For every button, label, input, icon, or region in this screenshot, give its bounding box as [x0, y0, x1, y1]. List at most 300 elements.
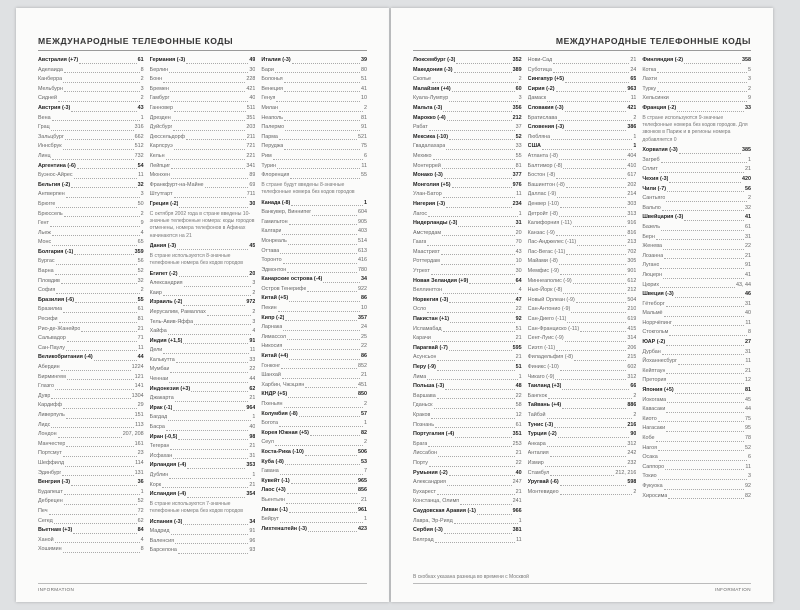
- entry-name: Турку: [642, 85, 657, 92]
- dialing-note: В стране будут введены 8-значные телефонные номера без кодов городов: [261, 181, 355, 196]
- dot-leader: [658, 421, 744, 422]
- dot-leader: [64, 72, 140, 73]
- dot-leader: [677, 111, 744, 112]
- entry-name: Вьетнам (+3): [38, 527, 73, 534]
- entry-name: Китай (+5): [261, 295, 289, 302]
- dial-code: 141: [134, 383, 144, 390]
- dial-code: 11: [630, 95, 637, 102]
- city-entry: [261, 333, 367, 343]
- dial-code: 210: [627, 306, 637, 313]
- dial-code: 33: [745, 104, 752, 111]
- dial-code: 852: [358, 362, 368, 369]
- city-entry: [150, 481, 256, 491]
- entry-name: Дувр: [38, 392, 51, 399]
- entry-name: Куба (-8): [261, 458, 284, 465]
- dot-leader: [284, 82, 360, 83]
- country-entry: [413, 104, 522, 114]
- city-entry: [642, 242, 751, 252]
- dial-code: 81: [745, 387, 752, 394]
- dial-code: 3: [140, 191, 144, 198]
- dot-leader: [187, 468, 245, 469]
- entry-name: Лимассол: [261, 333, 287, 340]
- country-entry: [413, 507, 522, 517]
- dot-leader: [442, 235, 515, 236]
- dial-code: 70: [515, 239, 522, 246]
- entry-name: Мюнхен: [149, 172, 170, 179]
- country-entry: [150, 200, 256, 210]
- dot-leader: [434, 408, 515, 409]
- dial-code: 36: [137, 479, 144, 486]
- dial-code: 30: [249, 66, 256, 73]
- dot-leader: [433, 159, 515, 160]
- entry-name: Александрия: [149, 280, 183, 287]
- dot-leader: [312, 215, 357, 216]
- city-entry: [38, 536, 144, 546]
- entry-name: Стокгольм: [642, 329, 669, 336]
- country-entry: [413, 133, 522, 143]
- dial-code: 207, 208: [122, 431, 144, 438]
- dot-leader: [550, 456, 627, 457]
- dial-code: 44: [745, 406, 752, 413]
- dot-leader: [275, 72, 360, 73]
- city-entry: [642, 66, 751, 76]
- dial-code: 39: [361, 57, 368, 63]
- dial-code: 22: [515, 306, 522, 313]
- dial-code: 11: [745, 358, 752, 365]
- dot-leader: [283, 263, 357, 264]
- entry-name: Бангкок: [527, 392, 547, 399]
- city-entry: [642, 223, 751, 233]
- dot-leader: [555, 379, 626, 380]
- dot-leader: [666, 201, 747, 202]
- dot-leader: [668, 498, 744, 499]
- entry-name: Гданьск: [413, 402, 433, 409]
- entry-name: Претория: [642, 377, 667, 384]
- entry-name: Измир: [527, 459, 544, 466]
- dial-code: 31: [745, 233, 752, 240]
- dial-code: 2: [140, 210, 144, 217]
- dot-leader: [61, 370, 131, 371]
- entry-name: Скопье: [413, 76, 432, 83]
- dot-leader: [175, 543, 248, 544]
- dial-code: 89: [249, 172, 256, 179]
- dial-code: 21: [361, 372, 368, 379]
- entry-name: Флоренция: [261, 172, 290, 179]
- city-entry: [261, 304, 367, 314]
- dial-code: 91: [361, 124, 368, 131]
- entry-name: Испания (-3): [149, 518, 183, 525]
- dot-leader: [574, 360, 626, 361]
- city-entry: [38, 238, 144, 248]
- city-entry: [150, 289, 256, 299]
- dot-leader: [454, 72, 512, 73]
- dial-code: 732: [134, 152, 144, 159]
- country-entry: [150, 490, 256, 500]
- country-entry: [38, 353, 144, 363]
- dial-code: 51: [515, 325, 522, 332]
- dot-leader: [305, 455, 357, 456]
- dial-code: 43: [515, 248, 522, 255]
- city-entry: [38, 440, 144, 450]
- dot-leader: [171, 168, 245, 169]
- dial-code: 40: [249, 424, 256, 431]
- city-entry: [261, 515, 367, 525]
- entry-name: Франкфурт-на-Майне: [149, 181, 204, 188]
- dial-code: 351: [512, 431, 522, 438]
- city-entry: [38, 373, 144, 383]
- dial-code: 1: [364, 199, 368, 206]
- dial-code: 44: [137, 354, 144, 361]
- country-entry: [413, 85, 522, 95]
- city-entry: [150, 375, 256, 385]
- entry-name: Монако (-3): [413, 172, 443, 179]
- dial-code: 613: [358, 247, 368, 254]
- city-entry: [261, 266, 367, 276]
- entry-name: Барселона: [149, 547, 177, 554]
- dot-leader: [52, 245, 136, 246]
- dial-code: 213: [627, 239, 637, 246]
- city-entry: [413, 190, 522, 200]
- city-entry: [413, 152, 522, 162]
- entry-name: Будапешт: [38, 488, 63, 495]
- dot-leader: [307, 291, 357, 292]
- dot-leader: [52, 159, 134, 160]
- entry-name: Индия (+1,5): [149, 337, 183, 344]
- dial-code: 52: [515, 133, 522, 140]
- city-entry: [261, 247, 367, 257]
- city-entry: [642, 156, 751, 166]
- city-entry: [150, 318, 256, 328]
- city-entry: [38, 75, 144, 85]
- dot-leader: [186, 63, 248, 64]
- dial-code: 6: [364, 152, 368, 159]
- entry-name: Абердин: [38, 364, 60, 370]
- dial-code: 1: [633, 143, 637, 150]
- entry-name: Бари: [261, 66, 274, 73]
- dot-leader: [281, 368, 357, 369]
- entry-name: Нигерия (-3): [413, 200, 446, 207]
- dot-leader: [666, 373, 744, 374]
- entry-name: Египет (-2): [149, 270, 178, 277]
- dot-leader: [66, 197, 140, 198]
- entry-name: Дания (-3): [149, 243, 177, 250]
- city-entry: [642, 281, 751, 291]
- city-entry: [38, 401, 144, 411]
- country-entry: [150, 518, 256, 528]
- entry-name: Анталия: [527, 450, 549, 457]
- dial-code: 619: [627, 316, 637, 323]
- city-entry: [413, 305, 522, 315]
- dot-leader: [449, 350, 512, 351]
- entry-name: Краков: [413, 411, 431, 418]
- city-entry: [150, 471, 256, 481]
- entry-name: Ирландия (-4): [149, 462, 187, 469]
- city-entry: [261, 152, 367, 162]
- dial-code: 8: [140, 66, 144, 73]
- entry-name: Исландия (-4): [149, 491, 186, 498]
- entry-name: Парма: [261, 133, 278, 140]
- city-entry: [413, 421, 522, 431]
- dial-code: 61: [137, 57, 144, 63]
- city-entry: [642, 233, 751, 243]
- city-entry: [150, 152, 256, 162]
- country-entry: [642, 386, 751, 396]
- dial-code: 21: [249, 443, 256, 450]
- dial-code: 1: [748, 156, 752, 163]
- city-entry: [413, 459, 522, 469]
- dot-leader: [547, 101, 630, 102]
- dot-leader: [288, 397, 357, 398]
- dial-code: 234: [512, 200, 522, 207]
- footer-note: В скобках указана разница во времени с Москвой: [413, 574, 529, 580]
- dot-leader: [684, 63, 741, 64]
- dial-code: 65: [630, 76, 637, 83]
- city-entry: [261, 66, 367, 76]
- entry-name: Сидней: [38, 95, 58, 102]
- dial-code: 312: [627, 373, 637, 380]
- dot-leader: [441, 264, 515, 265]
- dial-code: 850: [358, 391, 368, 398]
- dial-code: 211: [246, 133, 256, 140]
- city-entry: [642, 252, 751, 262]
- dot-leader: [162, 487, 248, 488]
- entry-name: Глазго: [38, 383, 55, 390]
- entry-name: Джакарта: [149, 395, 174, 402]
- entry-name: Осло: [413, 306, 427, 313]
- dial-code: 598: [627, 479, 637, 486]
- country-entry: [528, 104, 637, 114]
- dial-code: 312: [627, 440, 637, 447]
- entry-name: Денвер (-10): [527, 200, 559, 207]
- city-entry: [150, 123, 256, 133]
- dot-leader: [550, 475, 614, 476]
- city-entry: [528, 373, 637, 383]
- code-column: [150, 56, 256, 576]
- dot-leader: [661, 230, 744, 231]
- entry-name: Лаос (+3): [261, 487, 286, 494]
- entry-name: Венеция: [261, 85, 283, 92]
- dial-code: 341: [246, 162, 256, 169]
- dial-code: 905: [358, 218, 368, 225]
- dot-leader: [169, 72, 248, 73]
- dot-leader: [438, 456, 515, 457]
- dot-leader: [168, 420, 251, 421]
- dot-leader: [283, 349, 360, 350]
- dot-leader: [563, 168, 626, 169]
- city-entry: [38, 286, 144, 296]
- dial-code: 1224: [131, 364, 144, 370]
- city-entry: [38, 421, 144, 431]
- dial-code: 54: [137, 162, 144, 169]
- country-entry: [261, 294, 367, 304]
- country-entry: [413, 296, 522, 306]
- dot-leader: [667, 383, 744, 384]
- dial-code: 81: [137, 316, 144, 323]
- title-divider: [38, 50, 367, 51]
- entry-name: Неаполь: [261, 114, 283, 121]
- dot-leader: [174, 149, 246, 150]
- entry-name: Исламабад: [413, 325, 442, 332]
- page-title: МЕЖДУНАРОДНЫЕ ТЕЛЕФОННЫЕ КОДЫ: [38, 36, 234, 46]
- dot-leader: [51, 130, 134, 131]
- city-entry: [642, 492, 751, 502]
- dot-leader: [71, 111, 136, 112]
- city-entry: [261, 133, 367, 143]
- entry-name: Пхеньян: [261, 401, 283, 407]
- dot-leader: [547, 418, 633, 419]
- code-column: [413, 56, 522, 576]
- city-entry: [413, 229, 522, 239]
- entry-name: Норвегия (-3): [413, 296, 449, 303]
- dot-leader: [67, 341, 137, 342]
- dial-code: 423: [358, 525, 368, 532]
- city-entry: [38, 507, 144, 517]
- dot-leader: [56, 264, 137, 265]
- city-entry: [413, 517, 522, 527]
- entry-name: Ванкувер, Виннипег: [261, 209, 312, 216]
- dot-leader: [175, 401, 249, 402]
- country-entry: [150, 56, 256, 66]
- entry-name: Лидс: [38, 421, 51, 428]
- dial-code: 2: [633, 488, 637, 495]
- dial-code: 316: [134, 124, 144, 131]
- dial-code: 21: [745, 252, 752, 259]
- city-entry: [642, 204, 751, 214]
- dot-leader: [557, 197, 626, 198]
- entry-name: Хиросима: [642, 492, 668, 499]
- dial-code: 1304: [131, 392, 144, 399]
- code-column: [642, 56, 751, 576]
- city-entry: [528, 469, 637, 479]
- dial-code: 20: [249, 270, 256, 277]
- entry-name: Лихтенштейн (-3): [261, 525, 307, 532]
- entry-name: Штутгарт: [149, 191, 173, 198]
- dial-code: 57: [361, 410, 368, 417]
- dot-leader: [63, 552, 140, 553]
- dial-code: 12: [515, 411, 522, 418]
- dot-leader: [675, 393, 744, 394]
- dial-code: 415: [627, 325, 637, 332]
- entry-name: Словакия (-3): [527, 104, 564, 111]
- entry-name: Иерусалим, Рамаллах: [149, 308, 206, 315]
- entry-name: Миннеаполис (-9): [527, 277, 572, 284]
- city-entry: [261, 342, 367, 352]
- dial-code: 8: [140, 546, 144, 553]
- entry-name: Загреб: [642, 156, 660, 163]
- dial-code: 702: [627, 248, 637, 255]
- dot-leader: [432, 341, 515, 342]
- entry-name: Хошимин: [38, 546, 62, 553]
- entry-name: Лас-Вегас (-11): [527, 248, 566, 255]
- dot-leader: [171, 534, 249, 535]
- dot-leader: [660, 287, 735, 288]
- country-entry: [642, 56, 751, 66]
- dial-code: 41: [745, 214, 752, 221]
- dot-leader: [659, 460, 747, 461]
- city-entry: [150, 413, 256, 423]
- dot-leader: [66, 446, 133, 447]
- dial-code: 816: [627, 229, 637, 236]
- city-entry: [413, 286, 522, 296]
- entry-name: Турция (-2): [527, 431, 557, 438]
- city-entry: [413, 449, 522, 459]
- city-entry: [38, 497, 144, 507]
- entry-name: Грац: [38, 124, 50, 131]
- dot-leader: [545, 466, 627, 467]
- dial-code: 21: [361, 496, 368, 503]
- dial-code: 40: [745, 310, 752, 317]
- city-entry: [528, 449, 637, 459]
- entry-name: Лагос: [413, 210, 428, 217]
- dot-leader: [63, 312, 137, 313]
- city-entry: [528, 210, 637, 220]
- dot-leader: [662, 210, 744, 211]
- entry-name: Дамаск: [527, 95, 547, 102]
- dial-code: 62: [249, 385, 256, 392]
- entry-name: Любляна: [527, 133, 551, 140]
- city-entry: [38, 94, 144, 104]
- dial-code: 121: [134, 373, 144, 380]
- dial-code: 55: [137, 296, 144, 303]
- country-entry: [261, 477, 367, 487]
- dial-code: 21: [249, 395, 256, 402]
- city-entry: [150, 94, 256, 104]
- dial-code: 359: [134, 248, 144, 255]
- city-entry: [261, 419, 367, 429]
- country-entry: [261, 486, 367, 496]
- right-page: [391, 8, 773, 602]
- dial-code: 21: [745, 367, 752, 374]
- city-entry: [38, 459, 144, 469]
- entry-name: Аделаида: [38, 66, 63, 73]
- entry-name: Корея Южная (+5): [261, 429, 309, 436]
- entry-name: Мельбурн: [38, 85, 63, 92]
- entry-name: Хельсинки: [642, 95, 669, 102]
- entry-name: Словения (-3): [527, 124, 565, 131]
- entry-name: Бразилия (-6): [38, 296, 74, 303]
- city-entry: [38, 545, 144, 555]
- dial-code: 48: [515, 383, 522, 390]
- dial-code: 78: [745, 435, 752, 441]
- dial-code: 2: [140, 76, 144, 83]
- city-entry: [38, 200, 144, 210]
- city-entry: [413, 334, 522, 344]
- dot-leader: [285, 320, 357, 321]
- entry-name: Багдад: [149, 414, 168, 421]
- dot-leader: [449, 302, 514, 303]
- dot-leader: [73, 533, 136, 534]
- entry-name: Гент: [38, 220, 50, 227]
- entry-name: Асунсьон: [413, 354, 437, 361]
- dial-code: 40: [515, 469, 522, 476]
- dot-leader: [299, 416, 360, 417]
- city-entry: [261, 381, 367, 391]
- entry-name: Чехия (-3): [642, 175, 669, 182]
- entry-name: Харбин, Чжэцзян: [261, 381, 305, 388]
- dot-leader: [460, 504, 511, 505]
- dot-leader: [170, 449, 248, 450]
- dial-code: 11: [745, 319, 752, 326]
- dot-leader: [63, 456, 137, 457]
- dot-leader: [64, 504, 137, 505]
- dial-code: 504: [627, 296, 637, 303]
- dot-leader: [170, 91, 245, 92]
- city-entry: [413, 478, 522, 488]
- dot-leader: [283, 330, 360, 331]
- city-entry: [38, 430, 144, 440]
- dot-leader: [64, 216, 140, 217]
- dot-leader: [563, 293, 626, 294]
